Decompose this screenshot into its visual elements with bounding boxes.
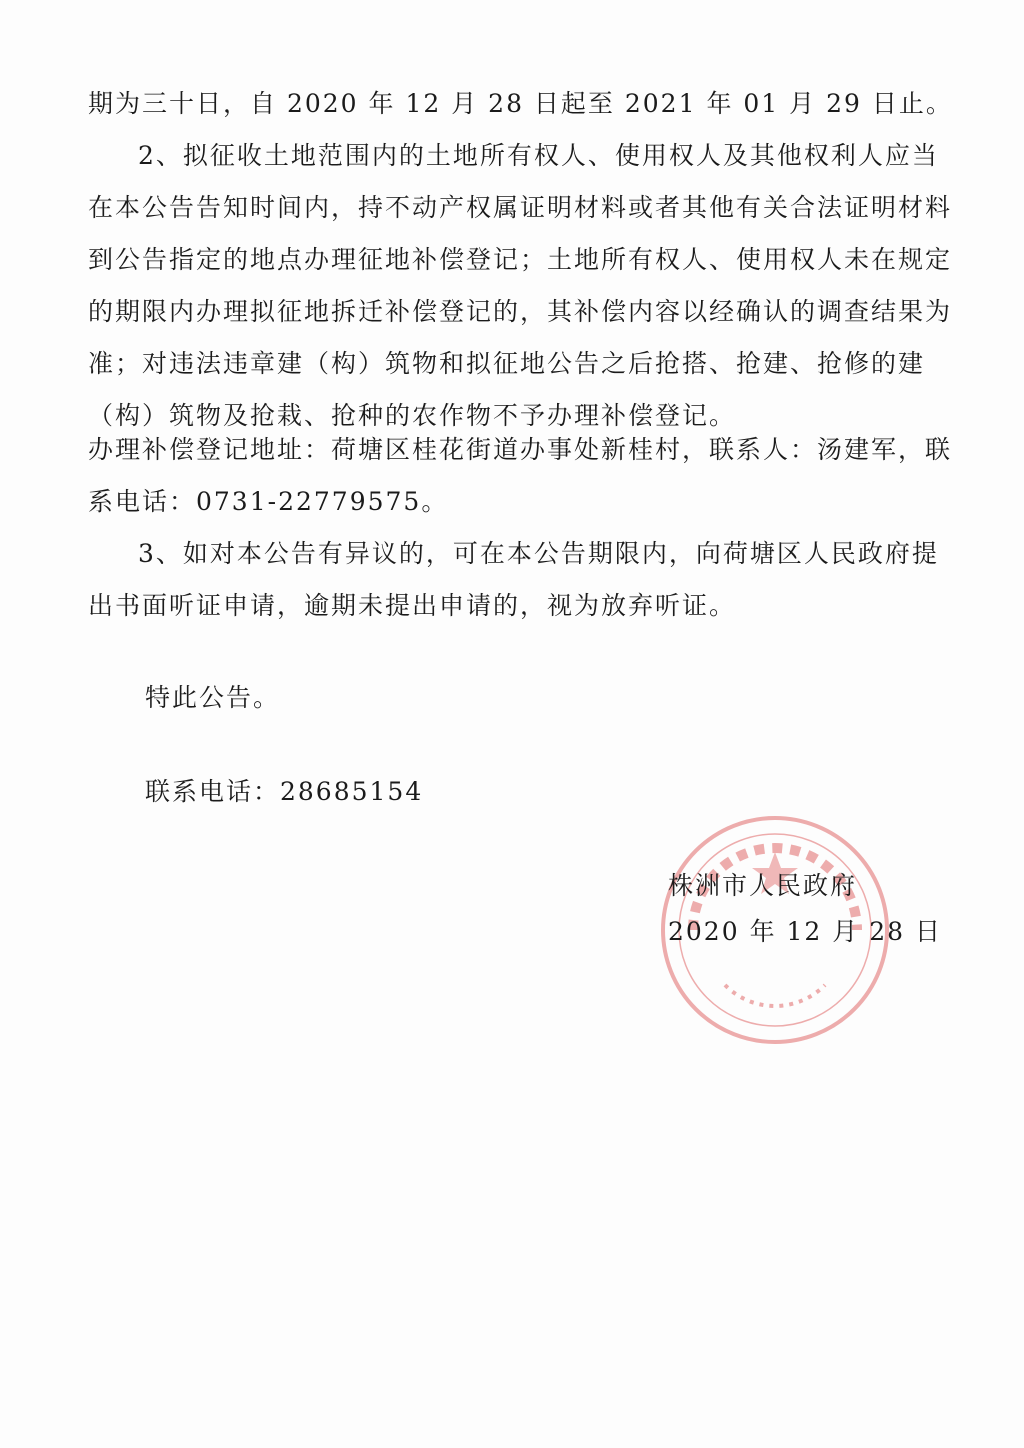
contact-phone: 联系电话：28685154 (145, 777, 424, 806)
signature-organization: 株洲市人民政府 (668, 871, 858, 900)
signature-date: 2020 年 12 月 28 日 (668, 917, 942, 946)
paragraph-4: 3、如对本公告有异议的，可在本公告期限内，向荷塘区人民政府提出书面听证申请，逾期未提出申请的，视为放弃听证。 (88, 539, 939, 620)
paragraph-3: 办理补偿登记地址：荷塘区桂花街道办事处新桂村，联系人：汤建军，联系电话：0731-22779575。 (88, 435, 953, 516)
paragraph-2: 2、拟征收土地范围内的土地所有权人、使用权人及其他权利人应当在本公告告知时间内，持不动产权属证明材料或者其他有关合法证明材料到公告指定的地点办理征地补偿登记；土地所有权人、使用权人未在规定的期限内办理拟征地拆迁补偿登记的，其补偿内容以经确认的调查结果为准；对违法违章建（构）筑物和拟征地公告之后抢搭、抢建、抢修的建（构）筑物及抢栽、抢种的农作物不予办理补偿登记。 (88, 141, 953, 430)
notice-closing: 特此公告。 (145, 683, 281, 712)
paragraph-1: 期为三十日，自 2020 年 12 月 28 日起至 2021 年 01 月 29 日止。 (88, 89, 953, 118)
